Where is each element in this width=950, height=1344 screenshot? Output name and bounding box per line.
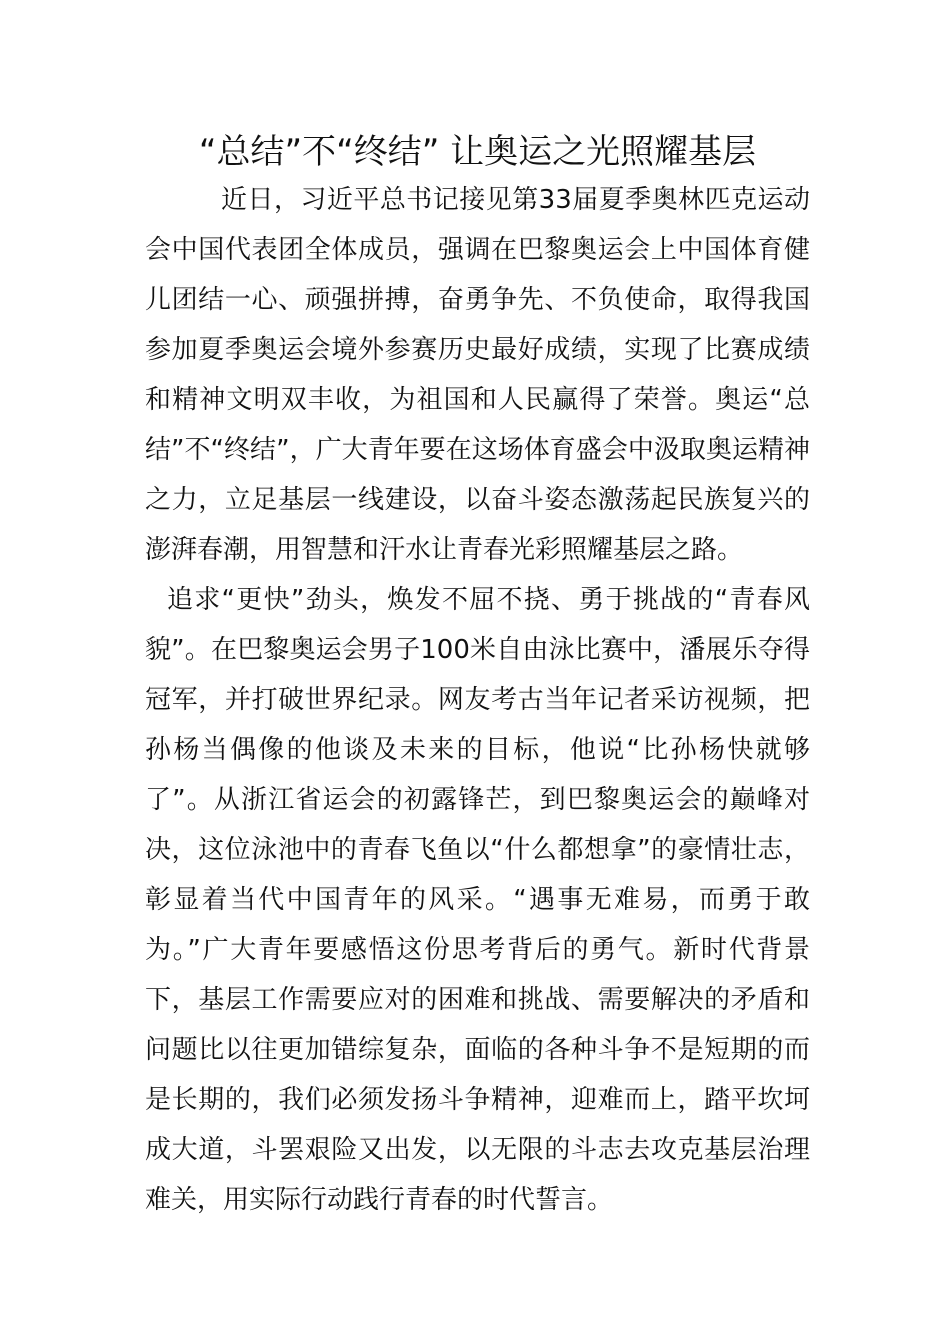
document-title: “总结”不“终结” 让奥运之光照耀基层 <box>198 132 757 172</box>
paragraph-2: 追求“更快”劲头，焕发不屈不挠、勇于挑战的“青春风貌”。在巴黎奥运会男子100米自由泳比赛中，潘展乐夺得冠军，并打破世界纪录。网友考古当年记者采访视频，把孙杨当偶像的他谈及未来的目标，他说“比孙杨快就够了”。从浙江省运会的初露锋芒，到巴黎奥运会的巅峰对决，这位泳池中的青春飞鱼以“什么都想拿”的豪情壮志，彰显着当代中国青年的风采。“遇事无难易，而勇于敢为。”广大青年要感悟这份思考背后的勇气。新时代背景下，基层工作需要应对的困难和挑战、需要解决的矛盾和问题比以往更加错综复杂，面临的各种斗争不是短期的而是长期的，我们必须发扬斗争精神，迎难而上，踏平坎坷成大道，斗罢艰险又出发，以无限的斗志去攻克基层治理难关，用实际行动践行青春的时代誓言。 <box>145 585 810 1215</box>
document-body <box>145 175 810 1225</box>
paragraph-1: 近日，习近平总书记接见第33届夏季奥林匹克运动会中国代表团全体成员，强调在巴黎奥运会上中国体育健儿团结一心、顽强拼搏，奋勇争先、不负使命，取得我国参加夏季奥运会境外参赛历史最好成绩，实现了比赛成绩和精神文明双丰收，为祖国和人民赢得了荣誉。奥运“总结”不“终结”，广大青年要在这场体育盛会中汲取奥运精神之力，立足基层一线建设，以奋斗姿态激荡起民族复兴的澎湃春潮，用智慧和汗水让青春光彩照耀基层之路。 <box>145 185 810 565</box>
